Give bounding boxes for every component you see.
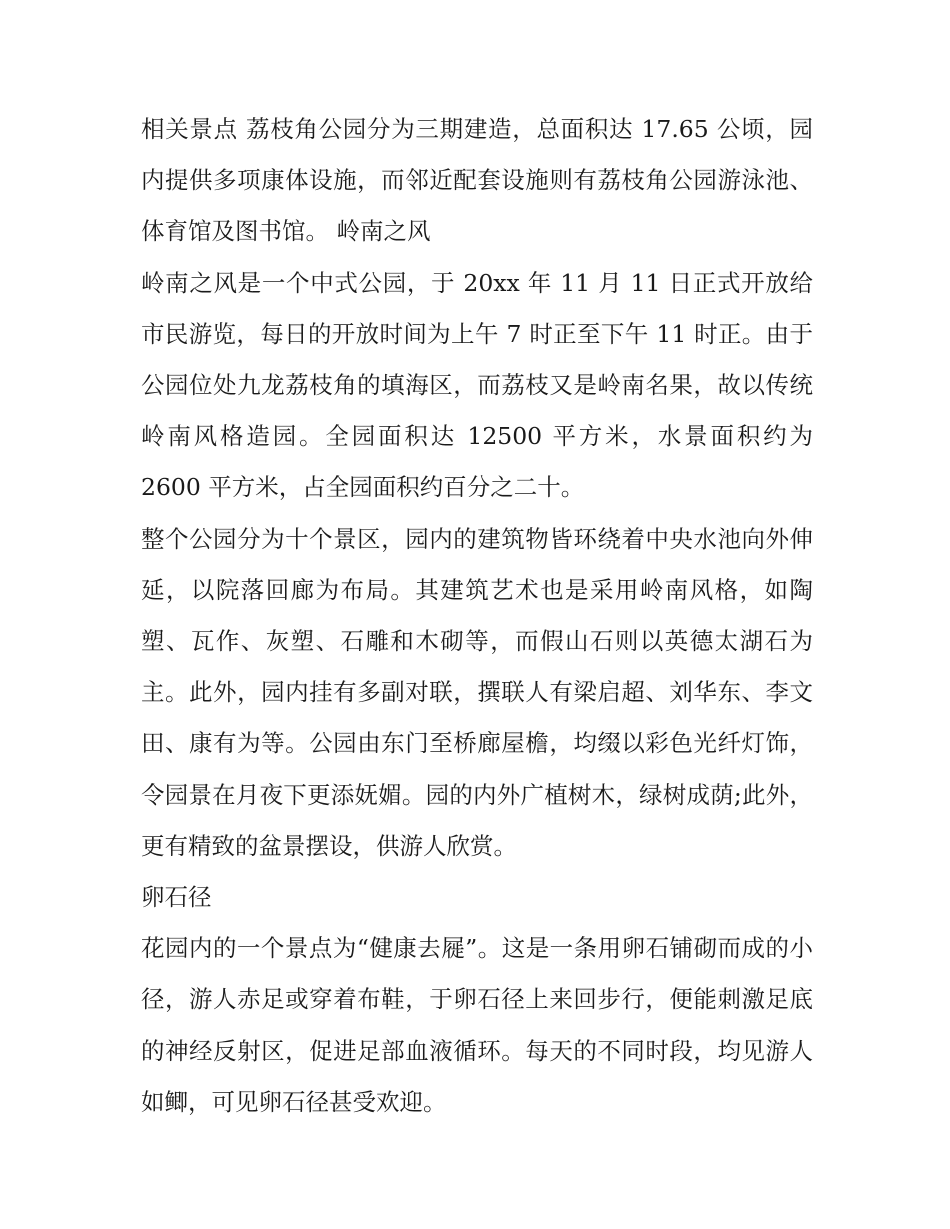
document-body	[141, 104, 813, 1128]
paragraph-scenic-spots: 相关景点 荔枝角公园分为三期建造，总面积达 17.65 公顷，园内提供多项康体设施，而邻近配套设施则有荔枝角公园游泳池、体育馆及图书馆。 岭南之风	[141, 115, 813, 246]
paragraph-garden-layout: 整个公园分为十个景区，园内的建筑物皆环绕着中央水池向外伸延，以院落回廊为布局。其建筑艺术也是采用岭南风格，如陶塑、瓦作、灰塑、石雕和木砌等，而假山石则以英德太湖石为主。此外，园内挂有多副对联，撰联人有梁启超、刘华东、李文田、康有为等。公园由东门至桥廊屋檐，均缀以彩色光纤灯饰，令园景在月夜下更添妩媚。园的内外广植树木，绿树成荫;此外，更有精致的盆景摆设，供游人欣赏。	[141, 524, 813, 860]
heading-pebble-path: 卵石径	[141, 883, 212, 912]
paragraph-pebble-path: 花园内的一个景点为“健康去屣”。这是一条用卵石铺砌而成的小径，游人赤足或穿着布鞋，于卵石径上来回步行，便能刺激足底的神经反射区，促进足部血液循环。每天的不同时段，均见游人如鲫，可见卵石径甚受欢迎。	[141, 934, 813, 1116]
paragraph-lingnan-garden: 岭南之风是一个中式公园，于 20xx 年 11 月 11 日正式开放给市民游览，每日的开放时间为上午 7 时正至下午 11 时正。由于公园位处九龙荔枝角的填海区，而荔枝又是岭南名果，故以传统岭南风格造园。全园面积达 12500 平方米，水景面积约为 2600 平方米，占全园面积约百分之二十。	[141, 268, 813, 502]
